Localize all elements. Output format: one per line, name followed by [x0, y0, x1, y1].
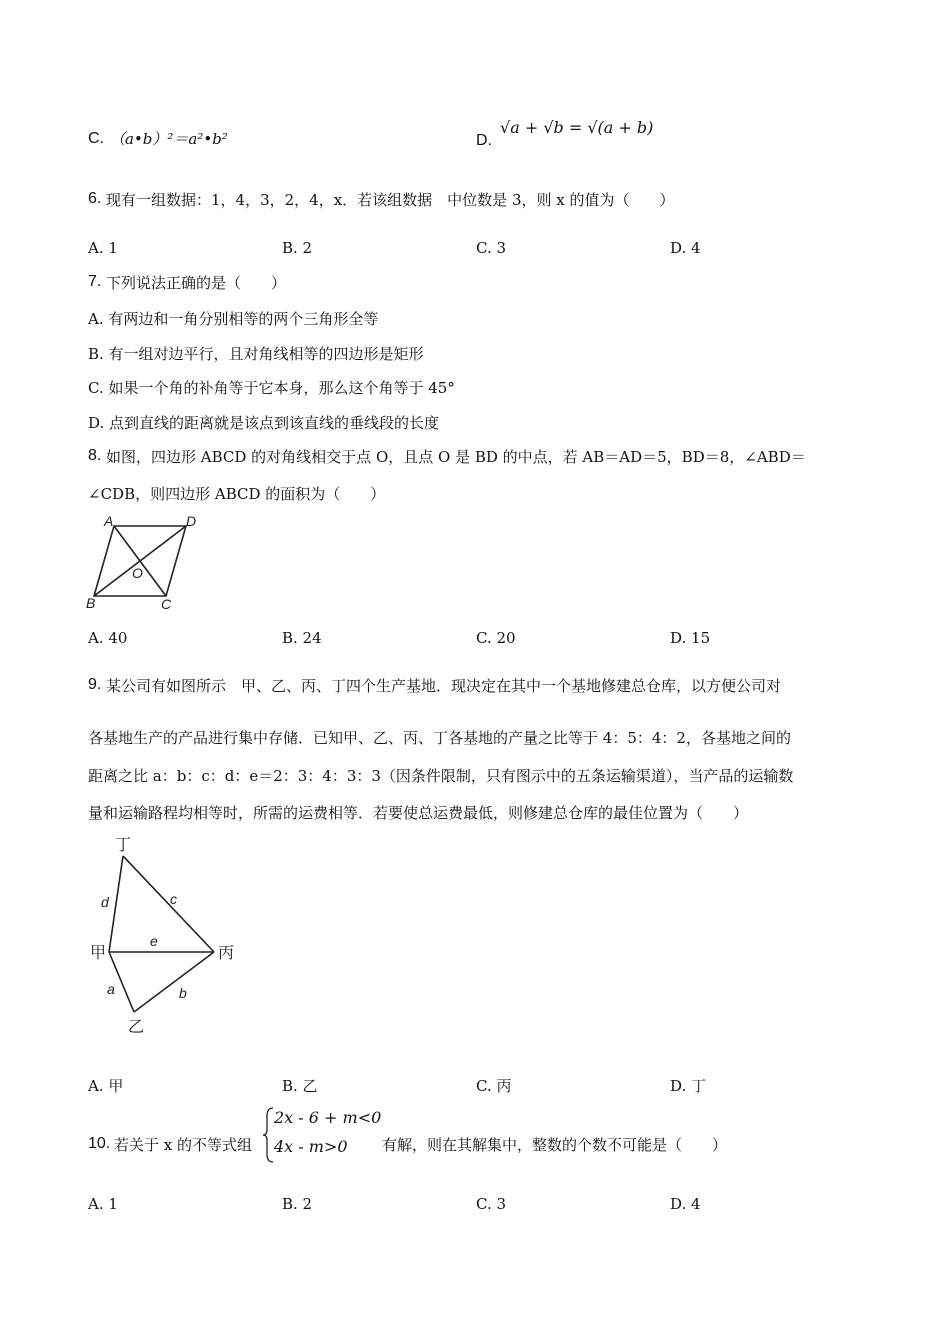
- q6-option-c: C. 3: [476, 239, 507, 257]
- q6-option-b: B. 2: [282, 239, 313, 257]
- q8-text-line2: ∠CDB，则四边形 ABCD 的面积为（ ）: [88, 485, 386, 503]
- q9-bases-figure: [84, 832, 244, 1042]
- q9-option-b: B. 乙: [282, 1077, 318, 1095]
- q9-label-yi: 乙: [128, 1019, 145, 1036]
- q8-label-c: C: [161, 596, 172, 612]
- q9-label-c: c: [170, 891, 177, 907]
- q7-number: 7.: [88, 273, 102, 290]
- q5-option-c-label: C.: [88, 130, 104, 147]
- q9-text-line1: 某公司有如图所示 甲、乙、丙、丁四个生产基地．现决定在其中一个基地修建总仓库，以方便公司对: [106, 677, 782, 695]
- q8-number: 8.: [88, 447, 102, 464]
- q8-diagonal-bd: [94, 526, 186, 596]
- q9-label-d: d: [101, 894, 109, 910]
- q10-option-c: C. 3: [476, 1195, 507, 1213]
- q9-edge-c: [123, 856, 214, 952]
- q9-text-line3: 距离之比 a：b：c：d：e＝2：3：4：3：3（因条件限制，只有图示中的五条运输渠道），当产品的运输数: [88, 767, 794, 785]
- q8-label-d: D: [186, 513, 197, 529]
- q6-number: 6.: [88, 190, 102, 207]
- q9-option-d: D. 丁: [670, 1077, 707, 1095]
- q10-option-d: D. 4: [670, 1195, 701, 1213]
- q5-option-d-expr: √a + √b = √(a + b): [500, 118, 654, 137]
- q7-option-a: A. 有两边和一角分别相等的两个三角形全等: [88, 310, 379, 328]
- q9-label-jia: 甲: [90, 945, 107, 962]
- q7-option-d: D. 点到直线的距离就是该点到该直线的垂线段的长度: [88, 414, 440, 432]
- q9-label-b: b: [179, 985, 187, 1001]
- q9-text-line2: 各基地生产的产品进行集中存储．已知甲、乙、丙、丁各基地的产量之比等于 4：5：4：2，各基地之间的: [88, 729, 791, 747]
- q5-option-d-label: D.: [476, 132, 492, 149]
- q10-option-b: B. 2: [282, 1195, 313, 1213]
- q8-option-b: B. 24: [282, 629, 322, 647]
- q5-option-c-expr: （a•b）²＝a²•b²: [110, 130, 228, 148]
- q6-option-a: A. 1: [88, 239, 118, 257]
- q9-option-a: A. 甲: [88, 1077, 124, 1095]
- q8-text-line1: 如图，四边形 ABCD 的对角线相交于点 O，且点 O 是 BD 的中点，若 AB＝AD＝5，BD＝8，∠ABD＝: [106, 448, 806, 466]
- q9-label-e: e: [150, 933, 158, 949]
- q8-option-a: A. 40: [88, 629, 128, 647]
- q9-label-a: a: [107, 981, 115, 997]
- q10-inequality-1: 2x - 6 + m<0: [274, 1108, 382, 1127]
- q8-quadrilateral-figure: [84, 510, 214, 615]
- q10-text-before: 若关于 x 的不等式组: [114, 1136, 252, 1154]
- q8-option-d: D. 15: [670, 629, 711, 647]
- q8-label-a: A: [104, 513, 114, 529]
- q8-option-c: C. 20: [476, 629, 516, 647]
- q10-option-a: A. 1: [88, 1195, 118, 1213]
- q9-label-bing: 丙: [218, 945, 235, 962]
- q9-number: 9.: [88, 676, 102, 693]
- q9-edge-b: [134, 952, 214, 1012]
- q7-text: 下列说法正确的是（ ）: [106, 274, 287, 292]
- q10-text-after: 有解，则在其解集中，整数的个数不可能是（ ）: [382, 1136, 728, 1154]
- q6-text: 现有一组数据：1，4，3，2，4，x．若该组数据 中位数是 3，则 x 的值为（ ）: [106, 191, 675, 209]
- q9-edge-d: [109, 856, 123, 952]
- q7-option-c: C. 如果一个角的补角等于它本身，那么这个角等于 45°: [88, 379, 455, 397]
- q6-option-d: D. 4: [670, 239, 701, 257]
- q7-option-b: B. 有一组对边平行，且对角线相等的四边形是矩形: [88, 345, 424, 363]
- q8-label-o: O: [132, 565, 143, 581]
- q9-option-c: C. 丙: [476, 1077, 512, 1095]
- q10-number: 10.: [88, 1135, 111, 1152]
- q8-label-b: B: [86, 595, 96, 611]
- q10-inequality-2: 4x - m>0: [274, 1137, 348, 1156]
- q9-label-ding: 丁: [115, 837, 132, 854]
- q9-text-line4: 量和运输路程均相等时，所需的运费相等．若要使总运费最低，则修建总仓库的最佳位置为（ ）: [88, 804, 749, 822]
